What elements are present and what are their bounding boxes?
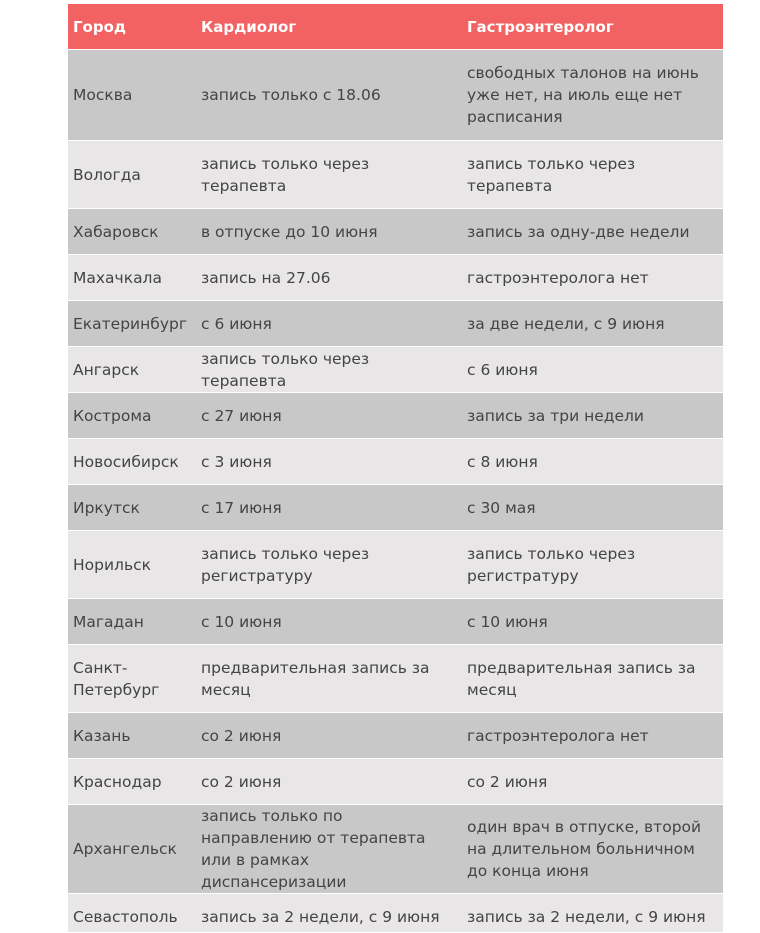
city-cell: Новосибирск	[73, 452, 179, 471]
table-row	[68, 347, 723, 393]
table-row	[68, 645, 723, 713]
cardiologist-cell: запись только через терапевта	[201, 154, 370, 195]
city-cell: Иркутск	[73, 498, 140, 517]
cardiologist-cell: запись за 2 недели, с 9 июня	[201, 908, 440, 926]
cardiologist-cell: запись на 27.06	[201, 268, 331, 287]
table-row	[68, 485, 723, 531]
gastroenterologist-cell: запись только через регистратуру	[467, 544, 636, 585]
cardiologist-cell: с 6 июня	[201, 314, 272, 333]
gastroenterologist-cell: запись только через терапевта	[467, 154, 636, 195]
cardiologist-cell: с 10 июня	[201, 612, 282, 631]
table-row	[68, 599, 723, 645]
city-cell: Вологда	[73, 165, 141, 184]
gastroenterologist-cell: с 6 июня	[467, 360, 538, 379]
city-cell: Хабаровск	[73, 222, 159, 241]
table-row	[68, 713, 723, 759]
header-gastroenterologist: Гастроэнтеролог	[467, 17, 614, 36]
gastroenterologist-cell: гастроэнтеролога нет	[467, 726, 649, 745]
gastroenterologist-cell: предварительная запись за месяц	[467, 658, 696, 699]
cardiologist-cell: запись только через регистратуру	[201, 544, 370, 585]
table-row	[68, 894, 723, 932]
table-row	[68, 255, 723, 301]
header-cardiologist: Кардиолог	[201, 17, 297, 36]
gastroenterologist-cell: запись за 2 недели, с 9 июня	[467, 908, 706, 926]
city-cell: Санкт-Петербург	[73, 658, 160, 699]
city-cell: Севастополь	[73, 908, 178, 926]
table-row	[68, 759, 723, 805]
city-cell: Екатеринбург	[73, 314, 187, 333]
table-header	[68, 4, 723, 50]
gastroenterologist-cell: за две недели, с 9 июня	[467, 314, 665, 333]
city-cell: Норильск	[73, 555, 151, 574]
city-cell: Махачкала	[73, 268, 162, 287]
cardiologist-cell: в отпуске до 10 июня	[201, 222, 378, 241]
gastroenterologist-cell: с 8 июня	[467, 452, 538, 471]
table-row	[68, 531, 723, 599]
gastroenterologist-cell: запись за три недели	[467, 406, 644, 425]
cardiologist-cell: с 27 июня	[201, 406, 282, 425]
cardiologist-cell: с 3 июня	[201, 452, 272, 471]
table-row	[68, 805, 723, 894]
gastroenterologist-cell: с 10 июня	[467, 612, 548, 631]
gastroenterologist-cell: один врач в отпуске, второй на длительном больничном до конца июня	[467, 818, 702, 880]
gastroenterologist-cell: со 2 июня	[467, 772, 548, 791]
gastroenterologist-cell: с 30 мая	[467, 498, 536, 517]
cardiologist-cell: со 2 июня	[201, 726, 282, 745]
city-cell: Казань	[73, 726, 131, 745]
city-cell: Ангарск	[73, 360, 140, 379]
cardiologist-cell: запись только с 18.06	[201, 86, 381, 104]
header-city: Город	[73, 17, 127, 36]
table-row	[68, 141, 723, 209]
cardiologist-cell: со 2 июня	[201, 772, 282, 791]
city-cell: Краснодар	[73, 772, 162, 791]
appointments-table	[68, 4, 723, 932]
city-cell: Москва	[73, 86, 133, 104]
city-cell: Архангельск	[73, 840, 177, 858]
gastroenterologist-cell: запись за одну-две недели	[467, 222, 690, 241]
city-cell: Кострома	[73, 406, 152, 425]
cardiologist-cell: предварительная запись за месяц	[201, 658, 430, 699]
table-row	[68, 393, 723, 439]
cardiologist-cell: запись только по направлению от терапевта или в рамках диспансеризации	[201, 807, 426, 891]
cardiologist-cell: с 17 июня	[201, 498, 282, 517]
city-cell: Магадан	[73, 612, 144, 631]
gastroenterologist-cell: свободных талонов на июнь уже нет, на июль еще нет расписания	[467, 64, 699, 126]
gastroenterologist-cell: гастроэнтеролога нет	[467, 268, 649, 287]
table-row	[68, 50, 723, 141]
table-row	[68, 301, 723, 347]
table-row	[68, 209, 723, 255]
table-row	[68, 439, 723, 485]
cardiologist-cell: запись только через терапевта	[201, 349, 370, 390]
